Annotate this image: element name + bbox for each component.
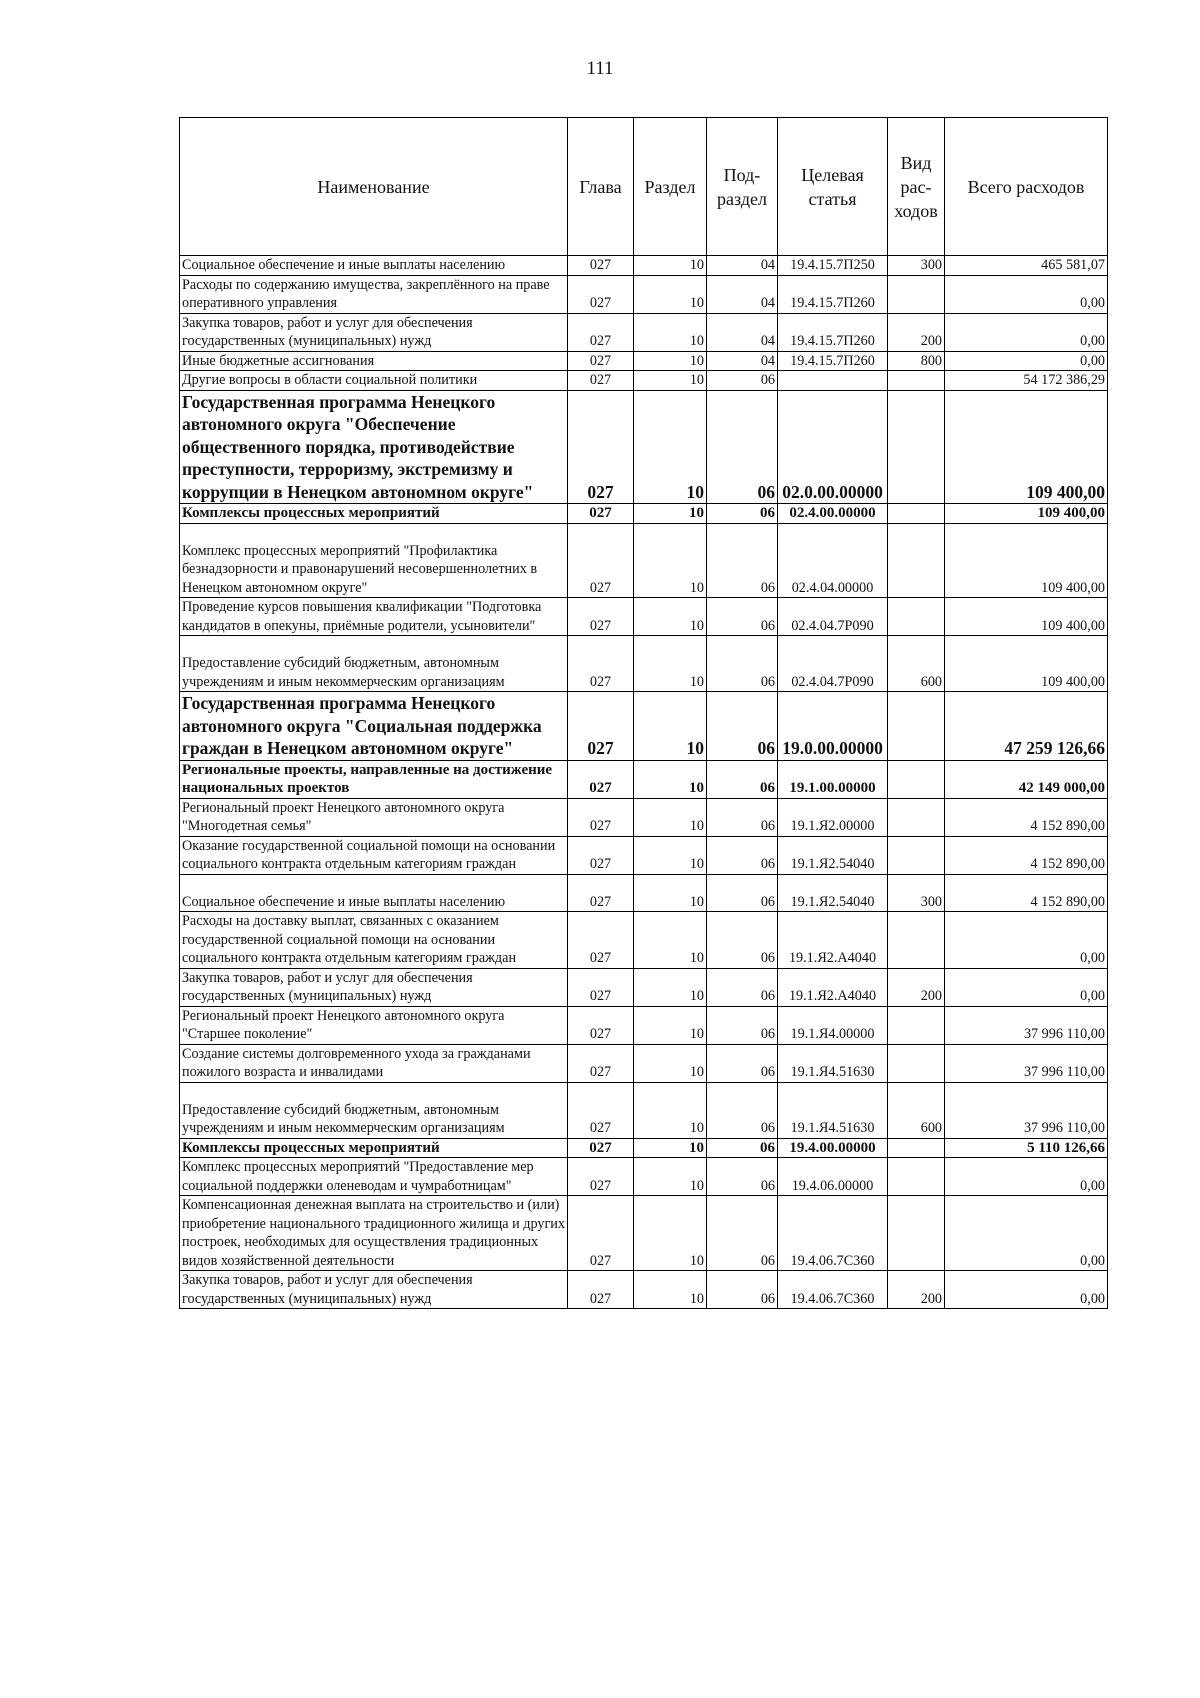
row-target: 02.4.00.00000 bbox=[778, 504, 888, 524]
row-name: Предоставление субсидий бюджетным, автономным учреждениям и иным некоммерческим организациям bbox=[180, 1082, 568, 1138]
header-section: Раздел bbox=[634, 118, 707, 256]
table-row bbox=[180, 504, 1108, 524]
row-name: Комплексы процессных мероприятий bbox=[180, 1138, 568, 1158]
table-row bbox=[180, 1082, 1108, 1138]
row-total: 5 110 126,66 bbox=[945, 1138, 1108, 1158]
row-total: 0,00 bbox=[945, 1271, 1108, 1309]
row-subsection: 04 bbox=[707, 313, 778, 351]
row-type: 200 bbox=[888, 313, 945, 351]
row-name: Закупка товаров, работ и услуг для обеспечения государственных (муниципальных) нужд bbox=[180, 313, 568, 351]
row-type bbox=[888, 1158, 945, 1196]
row-total: 37 996 110,00 bbox=[945, 1082, 1108, 1138]
row-name: Создание системы долговременного ухода за гражданами пожилого возраста и инвалидами bbox=[180, 1044, 568, 1082]
row-type bbox=[888, 275, 945, 313]
row-chapter: 027 bbox=[568, 874, 634, 912]
row-type: 600 bbox=[888, 1082, 945, 1138]
row-total: 0,00 bbox=[945, 1158, 1108, 1196]
row-total: 42 149 000,00 bbox=[945, 760, 1108, 798]
row-total: 109 400,00 bbox=[945, 390, 1108, 504]
row-section: 10 bbox=[634, 760, 707, 798]
row-section: 10 bbox=[634, 968, 707, 1006]
page-number: 111 bbox=[586, 58, 614, 79]
row-name: Иные бюджетные ассигнования bbox=[180, 351, 568, 371]
row-subsection: 06 bbox=[707, 968, 778, 1006]
row-subsection: 06 bbox=[707, 504, 778, 524]
row-section: 10 bbox=[634, 275, 707, 313]
row-subsection: 06 bbox=[707, 1082, 778, 1138]
row-type bbox=[888, 1006, 945, 1044]
row-section: 10 bbox=[634, 636, 707, 692]
row-subsection: 06 bbox=[707, 598, 778, 636]
row-name: Социальное обеспечение и иные выплаты населению bbox=[180, 874, 568, 912]
row-name: Государственная программа Ненецкого автономного округа "Обеспечение общественного порядка, противодействие преступности, терроризму, экстремизму и коррупции в Ненецком автономном округе" bbox=[180, 390, 568, 504]
row-name: Государственная программа Ненецкого автономного округа "Социальная поддержка граждан в Ненецком автономном округе" bbox=[180, 692, 568, 761]
row-type bbox=[888, 390, 945, 504]
row-type bbox=[888, 760, 945, 798]
row-chapter: 027 bbox=[568, 760, 634, 798]
table-row bbox=[180, 1138, 1108, 1158]
row-subsection: 06 bbox=[707, 1138, 778, 1158]
row-subsection: 06 bbox=[707, 912, 778, 969]
table-row bbox=[180, 351, 1108, 371]
row-name: Расходы на доставку выплат, связанных с оказанием государственной социальной помощи на основании социального контракта отдельным категориям граждан bbox=[180, 912, 568, 969]
row-subsection: 06 bbox=[707, 760, 778, 798]
row-total: 4 152 890,00 bbox=[945, 836, 1108, 874]
row-subsection: 06 bbox=[707, 1158, 778, 1196]
table-row bbox=[180, 836, 1108, 874]
table-row bbox=[180, 968, 1108, 1006]
row-target: 19.4.15.7П260 bbox=[778, 313, 888, 351]
row-section: 10 bbox=[634, 912, 707, 969]
row-chapter: 027 bbox=[568, 636, 634, 692]
row-total: 0,00 bbox=[945, 351, 1108, 371]
table-row bbox=[180, 912, 1108, 969]
row-chapter: 027 bbox=[568, 692, 634, 761]
row-chapter: 027 bbox=[568, 598, 634, 636]
row-chapter: 027 bbox=[568, 1044, 634, 1082]
header-row bbox=[180, 118, 1108, 256]
row-name: Закупка товаров, работ и услуг для обеспечения государственных (муниципальных) нужд bbox=[180, 968, 568, 1006]
row-chapter: 027 bbox=[568, 275, 634, 313]
row-section: 10 bbox=[634, 1196, 707, 1271]
row-subsection: 06 bbox=[707, 798, 778, 836]
row-target: 02.4.04.7Р090 bbox=[778, 598, 888, 636]
row-name: Региональный проект Ненецкого автономного округа "Многодетная семья" bbox=[180, 798, 568, 836]
row-target: 19.1.00.00000 bbox=[778, 760, 888, 798]
row-section: 10 bbox=[634, 256, 707, 276]
row-name: Предоставление субсидий бюджетным, автономным учреждениям и иным некоммерческим организациям bbox=[180, 636, 568, 692]
row-target: 19.1.Я4.51630 bbox=[778, 1082, 888, 1138]
row-total: 54 172 386,29 bbox=[945, 371, 1108, 391]
row-subsection: 06 bbox=[707, 636, 778, 692]
row-subsection: 06 bbox=[707, 523, 778, 598]
row-subsection: 06 bbox=[707, 1196, 778, 1271]
row-chapter: 027 bbox=[568, 1158, 634, 1196]
row-target: 19.1.Я2.54040 bbox=[778, 874, 888, 912]
row-target: 19.4.00.00000 bbox=[778, 1138, 888, 1158]
row-type: 800 bbox=[888, 351, 945, 371]
table-row bbox=[180, 313, 1108, 351]
row-name: Региональный проект Ненецкого автономного округа "Старшее поколение" bbox=[180, 1006, 568, 1044]
row-name: Расходы по содержанию имущества, закреплённого на праве оперативного управления bbox=[180, 275, 568, 313]
row-section: 10 bbox=[634, 390, 707, 504]
row-total: 0,00 bbox=[945, 1196, 1108, 1271]
table-row bbox=[180, 692, 1108, 761]
table-row bbox=[180, 636, 1108, 692]
row-subsection: 04 bbox=[707, 256, 778, 276]
row-target: 19.4.15.7П250 bbox=[778, 256, 888, 276]
row-target: 19.1.Я2.А4040 bbox=[778, 968, 888, 1006]
row-total: 0,00 bbox=[945, 275, 1108, 313]
row-total: 0,00 bbox=[945, 912, 1108, 969]
row-total: 0,00 bbox=[945, 968, 1108, 1006]
table-row bbox=[180, 874, 1108, 912]
row-section: 10 bbox=[634, 1158, 707, 1196]
row-section: 10 bbox=[634, 692, 707, 761]
row-target: 19.1.Я4.51630 bbox=[778, 1044, 888, 1082]
row-total: 109 400,00 bbox=[945, 598, 1108, 636]
row-target: 19.4.06.7С360 bbox=[778, 1196, 888, 1271]
table-row bbox=[180, 1044, 1108, 1082]
row-target: 02.4.04.00000 bbox=[778, 523, 888, 598]
row-name: Оказание государственной социальной помощи на основании социального контракта отдельным категориям граждан bbox=[180, 836, 568, 874]
row-chapter: 027 bbox=[568, 371, 634, 391]
row-name: Другие вопросы в области социальной политики bbox=[180, 371, 568, 391]
row-subsection: 06 bbox=[707, 692, 778, 761]
table-row bbox=[180, 256, 1108, 276]
table-row bbox=[180, 798, 1108, 836]
row-target: 19.0.00.00000 bbox=[778, 692, 888, 761]
row-section: 10 bbox=[634, 523, 707, 598]
row-section: 10 bbox=[634, 504, 707, 524]
row-section: 10 bbox=[634, 598, 707, 636]
row-type: 600 bbox=[888, 636, 945, 692]
row-subsection: 06 bbox=[707, 390, 778, 504]
row-type bbox=[888, 912, 945, 969]
table-row bbox=[180, 275, 1108, 313]
row-subsection: 06 bbox=[707, 874, 778, 912]
row-total: 109 400,00 bbox=[945, 636, 1108, 692]
header-chapter: Глава bbox=[568, 118, 634, 256]
row-total: 4 152 890,00 bbox=[945, 874, 1108, 912]
row-chapter: 027 bbox=[568, 351, 634, 371]
row-type bbox=[888, 1044, 945, 1082]
row-section: 10 bbox=[634, 351, 707, 371]
row-chapter: 027 bbox=[568, 1138, 634, 1158]
row-total: 37 996 110,00 bbox=[945, 1006, 1108, 1044]
table-row bbox=[180, 371, 1108, 391]
row-chapter: 027 bbox=[568, 1196, 634, 1271]
row-chapter: 027 bbox=[568, 256, 634, 276]
row-type: 200 bbox=[888, 1271, 945, 1309]
table-row bbox=[180, 390, 1108, 504]
row-type bbox=[888, 504, 945, 524]
row-total: 465 581,07 bbox=[945, 256, 1108, 276]
row-name: Комплексы процессных мероприятий bbox=[180, 504, 568, 524]
row-type bbox=[888, 371, 945, 391]
row-target: 02.4.04.7Р090 bbox=[778, 636, 888, 692]
row-target: 19.4.15.7П260 bbox=[778, 351, 888, 371]
row-section: 10 bbox=[634, 313, 707, 351]
row-chapter: 027 bbox=[568, 968, 634, 1006]
header-target: Целевая статья bbox=[778, 118, 888, 256]
row-section: 10 bbox=[634, 1138, 707, 1158]
row-target: 19.1.Я2.А4040 bbox=[778, 912, 888, 969]
row-type bbox=[888, 1138, 945, 1158]
row-name: Компенсационная денежная выплата на строительство и (или) приобретение национального традиционного жилища и других построек, необходимых для осуществления традиционных видов хозяйственной деятельности bbox=[180, 1196, 568, 1271]
row-subsection: 06 bbox=[707, 371, 778, 391]
row-type bbox=[888, 692, 945, 761]
table-row bbox=[180, 523, 1108, 598]
row-type: 200 bbox=[888, 968, 945, 1006]
row-target: 02.0.00.00000 bbox=[778, 390, 888, 504]
row-type bbox=[888, 1196, 945, 1271]
budget-table bbox=[179, 117, 1108, 1309]
table-row bbox=[180, 760, 1108, 798]
row-name: Комплекс процессных мероприятий "Профилактика безнадзорности и правонарушений несовершеннолетних в Ненецком автономном округе" bbox=[180, 523, 568, 598]
row-section: 10 bbox=[634, 798, 707, 836]
row-section: 10 bbox=[634, 1082, 707, 1138]
row-chapter: 027 bbox=[568, 504, 634, 524]
row-subsection: 06 bbox=[707, 836, 778, 874]
row-subsection: 06 bbox=[707, 1044, 778, 1082]
row-type: 300 bbox=[888, 874, 945, 912]
row-name: Закупка товаров, работ и услуг для обеспечения государственных (муниципальных) нужд bbox=[180, 1271, 568, 1309]
row-section: 10 bbox=[634, 1271, 707, 1309]
row-type bbox=[888, 798, 945, 836]
header-name: Наименование bbox=[180, 118, 568, 256]
row-target: 19.1.Я4.00000 bbox=[778, 1006, 888, 1044]
row-chapter: 027 bbox=[568, 1271, 634, 1309]
row-section: 10 bbox=[634, 836, 707, 874]
row-type bbox=[888, 836, 945, 874]
row-total: 47 259 126,66 bbox=[945, 692, 1108, 761]
row-chapter: 027 bbox=[568, 390, 634, 504]
table-row bbox=[180, 1158, 1108, 1196]
row-subsection: 06 bbox=[707, 1271, 778, 1309]
row-target: 19.1.Я2.00000 bbox=[778, 798, 888, 836]
row-target: 19.4.06.00000 bbox=[778, 1158, 888, 1196]
row-name: Комплекс процессных мероприятий "Предоставление мер социальной поддержки оленеводам и чумработницам" bbox=[180, 1158, 568, 1196]
row-subsection: 06 bbox=[707, 1006, 778, 1044]
row-chapter: 027 bbox=[568, 523, 634, 598]
row-target: 19.4.06.7С360 bbox=[778, 1271, 888, 1309]
row-chapter: 027 bbox=[568, 1082, 634, 1138]
row-section: 10 bbox=[634, 1006, 707, 1044]
row-type bbox=[888, 523, 945, 598]
header-total: Всего расходов bbox=[945, 118, 1108, 256]
row-target: 19.4.15.7П260 bbox=[778, 275, 888, 313]
header-type: Вид рас-ходов bbox=[888, 118, 945, 256]
table-row bbox=[180, 1006, 1108, 1044]
row-target bbox=[778, 371, 888, 391]
row-target: 19.1.Я2.54040 bbox=[778, 836, 888, 874]
row-name: Региональные проекты, направленные на достижение национальных проектов bbox=[180, 760, 568, 798]
row-total: 37 996 110,00 bbox=[945, 1044, 1108, 1082]
row-name: Проведение курсов повышения квалификации "Подготовка кандидатов в опекуны, приёмные родители, усыновители" bbox=[180, 598, 568, 636]
row-section: 10 bbox=[634, 371, 707, 391]
row-chapter: 027 bbox=[568, 912, 634, 969]
row-section: 10 bbox=[634, 874, 707, 912]
row-name: Социальное обеспечение и иные выплаты населению bbox=[180, 256, 568, 276]
row-chapter: 027 bbox=[568, 1006, 634, 1044]
header-subsection: Под-раздел bbox=[707, 118, 778, 256]
table-row bbox=[180, 1271, 1108, 1309]
row-chapter: 027 bbox=[568, 798, 634, 836]
row-total: 109 400,00 bbox=[945, 523, 1108, 598]
row-type bbox=[888, 598, 945, 636]
row-total: 109 400,00 bbox=[945, 504, 1108, 524]
row-subsection: 04 bbox=[707, 351, 778, 371]
row-type: 300 bbox=[888, 256, 945, 276]
row-chapter: 027 bbox=[568, 836, 634, 874]
row-total: 4 152 890,00 bbox=[945, 798, 1108, 836]
row-subsection: 04 bbox=[707, 275, 778, 313]
row-chapter: 027 bbox=[568, 313, 634, 351]
table-row bbox=[180, 1196, 1108, 1271]
table-row bbox=[180, 598, 1108, 636]
row-total: 0,00 bbox=[945, 313, 1108, 351]
row-section: 10 bbox=[634, 1044, 707, 1082]
